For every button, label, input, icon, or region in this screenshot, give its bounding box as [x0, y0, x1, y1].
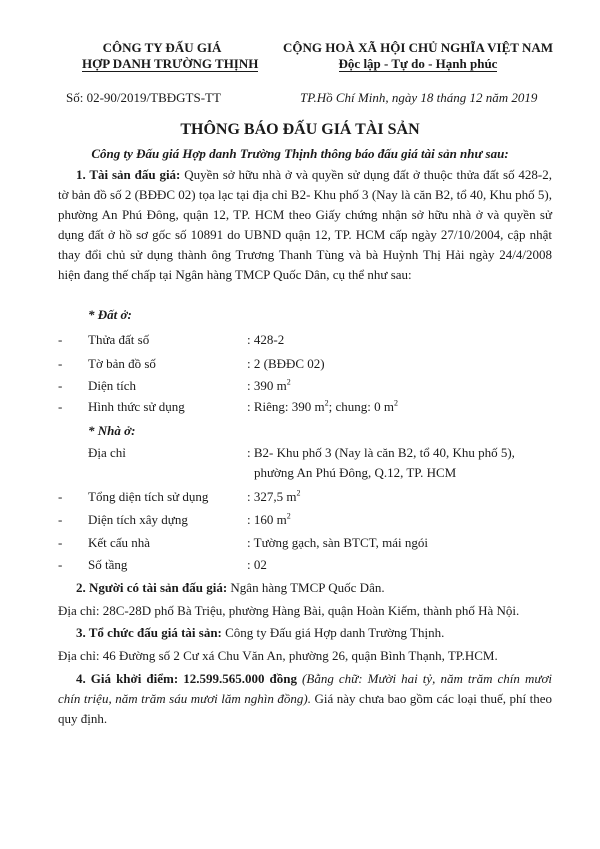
owner-address: Địa chỉ: 28C-28D phố Bà Triệu, phường Hàng Bài, quận Hoàn Kiếm, thành phố Hà Nội.: [58, 603, 520, 618]
document-number: Số: 02-90/2019/TBĐGTS-TT: [66, 90, 221, 105]
page-subtitle: Công ty Đấu giá Hợp danh Trường Thịnh thông báo đấu giá tài sản như sau:: [91, 146, 509, 161]
land-heading: * Đất ở:: [88, 307, 132, 322]
house-heading: * Nhà ở:: [88, 423, 136, 438]
section-asset: 1. Tài sản đấu giá: Quyền sở hữu nhà ở và quyền sử dụng đất ở thuộc thửa đất số 428-2, tờ bản đồ số 2 (BĐĐC 02) tọa lạc tại địa chỉ B2- Khu phố 3 (Nay là căn B2, tổ 40, Khu phố 5), phường An Phú Đông, quận 12, TP. HCM theo Giấy chứng nhận sở hữu nhà ở và quyền sử dụng đất ở hồ sơ gốc số 10891 do UBND quận 12, TP. HCM cấp ngày 27/10/2004, cập nhật thay đổi chủ sử dụng thành ông Trương Thanh Tùng và bà Huỳnh Thị Hải ngày 24/4/2008 hiện đang thế chấp tại Ngân hàng TMCP Quốc Dân, cụ thể như sau:: [58, 167, 552, 282]
place-date: TP.Hồ Chí Minh, ngày 18 tháng 12 năm 2019: [300, 90, 538, 105]
company-name-line1: CÔNG TY ĐẤU GIÁ: [102, 40, 222, 55]
section-owner: 2. Người có tài sản đấu giá: Ngân hàng TMCP Quốc Dân.: [76, 580, 385, 595]
national-motto: Độc lập - Tự do - Hạnh phúc: [338, 56, 498, 71]
organizer-address: Địa chỉ: 46 Đường số 2 Cư xá Chu Văn An, phường 26, quận Bình Thạnh, TP.HCM.: [58, 648, 498, 663]
company-name-line2: HỢP DANH TRƯỜNG THỊNH: [82, 56, 259, 71]
page-title: THÔNG BÁO ĐẤU GIÁ TÀI SẢN: [180, 121, 420, 138]
section-starting-price: 4. Giá khởi điểm: 12.599.565.000 đồng (Bằng chữ: Mười hai tỷ, năm trăm chín mươi chín triệu, năm trăm sáu mươi lăm nghìn đồng). Giá này chưa bao gồm các loại thuế, phí theo quy định.: [58, 671, 553, 726]
national-title: CỘNG HOÀ XÃ HỘI CHỦ NGHĨA VIỆT NAM: [282, 40, 554, 55]
section-organizer: 3. Tổ chức đấu giá tài sản: Công ty Đấu giá Hợp danh Trường Thịnh.: [76, 625, 445, 640]
